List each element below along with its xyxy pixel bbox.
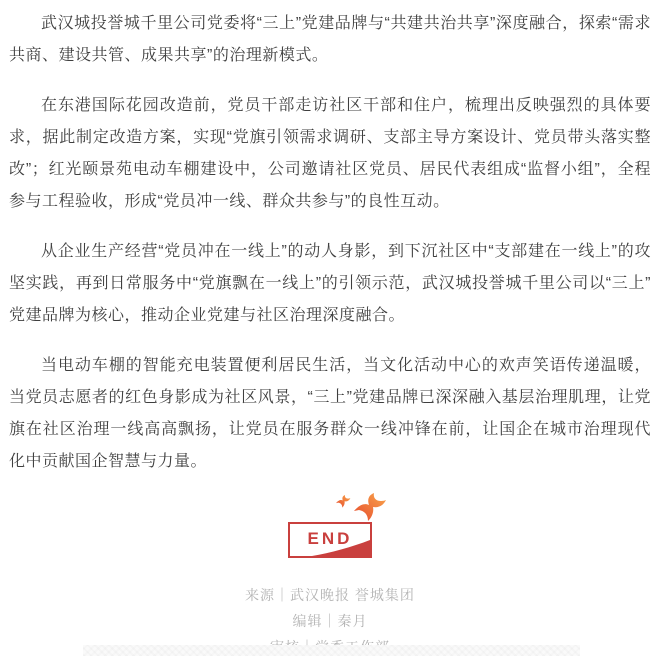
decorative-bottom-strip	[83, 645, 580, 656]
article-paragraph: 当电动车棚的智能充电装置便利居民生活，当文化活动中心的欢声笑语传递温暖，当党员志愿者的红色身影成为社区风景，“三上”党建品牌已深深融入基层治理肌理，让党旗在社区治理一线高高飘扬，让党员在服务群众一线冲锋在前，让国企在城市治理现代化中贡献国企智慧与力量。	[9, 357, 651, 470]
article-paragraph: 武汉城投誉城千里公司党委将“三上”党建品牌与“共建共治共享”深度融合，探索“需求共商、建设共管、成果共享”的治理新模式。	[9, 15, 651, 64]
end-badge-label: END	[307, 529, 353, 548]
footer-editor: 编辑｜秦月	[292, 613, 368, 629]
end-badge	[288, 522, 372, 558]
article-paragraph: 从企业生产经营“党员冲在一线上”的动人身影，到下沉社区中“支部建在一线上”的攻坚实践，再到日常服务中“党旗飘在一线上”的引领示范，武汉城投誉城千里公司以“三上”党建品牌为核心，推动企业党建与社区治理深度融合。	[9, 243, 651, 324]
end-section	[0, 496, 660, 560]
article-paragraph: 在东港国际花园改造前，党员干部走访社区干部和住户，梳理出反映强烈的具体要求，据此制定改造方案，实现“党旗引领需求调研、支部主导方案设计、党员带头落实整改”；红光颐景苑电动车棚建设中，公司邀请社区党员、居民代表组成“监督小组”，全程参与工程验收，形成“党员冲一线、群众共参与”的良性互动。	[9, 97, 651, 210]
flying-birds-icon	[332, 493, 386, 521]
footer-source: 来源｜武汉晚报 誉城集团	[245, 587, 415, 603]
